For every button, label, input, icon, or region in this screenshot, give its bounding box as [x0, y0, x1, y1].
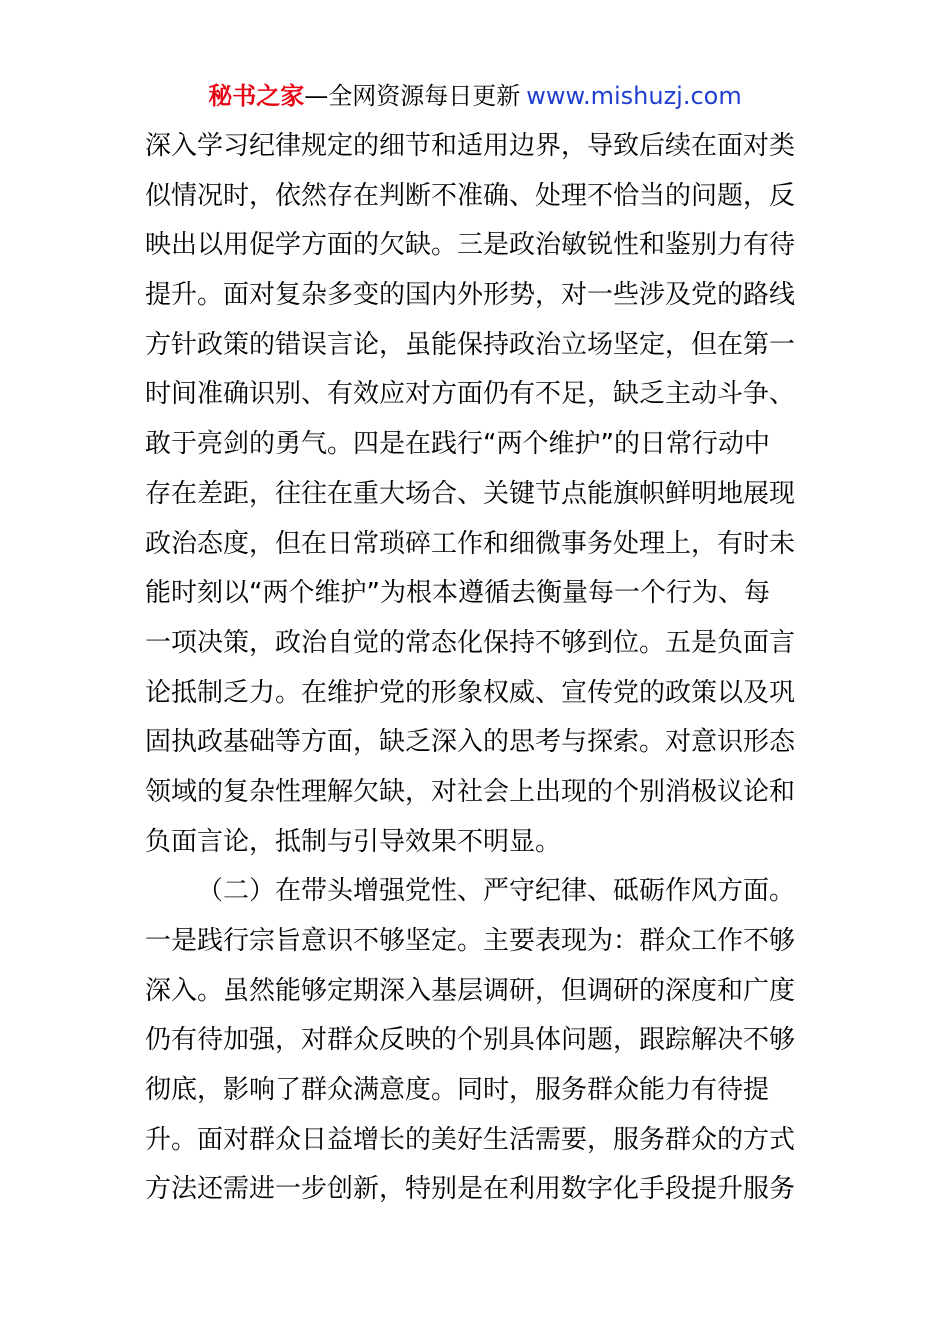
page-header	[0, 80, 950, 112]
text-line: 升。面对群众日益增长的美好生活需要，服务群众的方式	[145, 1124, 796, 1155]
text-line: 似情况时，依然存在判断不准确、处理不恰当的问题，反	[145, 180, 796, 211]
text-line: 仍有待加强，对群众反映的个别具体问题，跟踪解决不够	[145, 1025, 796, 1056]
text-line: 政治态度，但在日常琐碎工作和细微事务处理上，有时未	[145, 528, 796, 559]
text-line: 一是践行宗旨意识不够坚定。主要表现为：群众工作不够	[145, 926, 796, 956]
text-line: 敢于亮剑的勇气。四是在践行“两个维护”的日常行动中	[145, 429, 770, 460]
text-line: 提升。面对复杂多变的国内外形势，对一些涉及党的路线	[145, 280, 796, 311]
header-slogan: —全网资源每日更新	[304, 82, 521, 110]
text-line: 领域的复杂性理解欠缺，对社会上出现的个别消极议论和	[145, 776, 796, 807]
text-line: 彻底，影响了群众满意度。同时，服务群众能力有待提	[145, 1075, 770, 1106]
section-heading: （二）在带头增强党性、严守纪律、砥砺作风方面。	[197, 876, 796, 907]
text-line: 一项决策，政治自觉的常态化保持不够到位。五是负面言	[145, 627, 796, 658]
document-body	[145, 122, 810, 1215]
header-brand: 秘书之家	[208, 82, 305, 110]
text-line: 固执政基础等方面，缺乏深入的思考与探索。对意识形态	[145, 727, 796, 758]
text-line: 论抵制乏力。在维护党的形象权威、宣传党的政策以及巩	[145, 677, 796, 708]
text-line: 深入。虽然能够定期深入基层调研，但调研的深度和广度	[145, 975, 796, 1006]
text-line: 负面言论，抵制与引导效果不明显。	[145, 826, 562, 857]
header-url-link[interactable]: www.mishuzj.com	[526, 82, 742, 110]
text-line: 深入学习纪律规定的细节和适用边界，导致后续在面对类	[145, 131, 796, 161]
text-line: 方针政策的错误言论，虽能保持政治立场坚定，但在第一	[145, 329, 796, 360]
text-line: 能时刻以“两个维护”为根本遵循去衡量每一个行为、每	[145, 578, 770, 609]
text-line: 存在差距，往往在重大场合、关键节点能旗帜鲜明地展现	[145, 478, 796, 509]
text-line: 时间准确识别、有效应对方面仍有不足，缺乏主动斗争、	[145, 379, 796, 410]
text-line: 映出以用促学方面的欠缺。三是政治敏锐性和鉴别力有待	[145, 230, 796, 261]
text-line: 方法还需进一步创新，特别是在利用数字化手段提升服务	[145, 1174, 796, 1205]
